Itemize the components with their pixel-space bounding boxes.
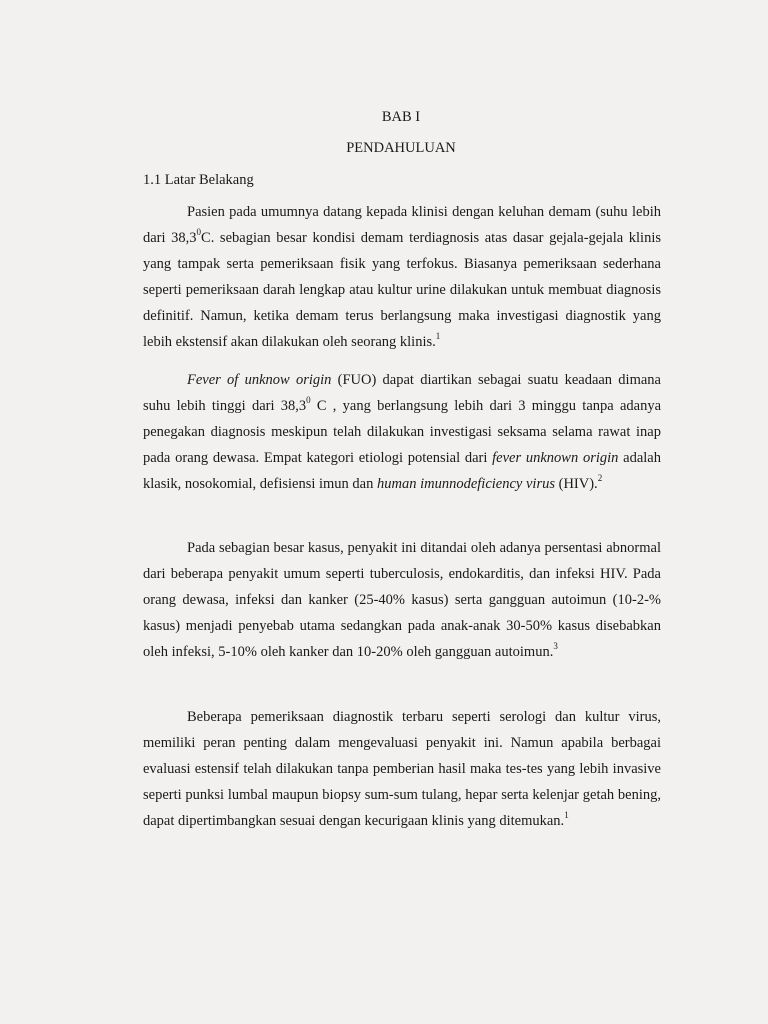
paragraph-text: (HIV). — [555, 475, 598, 492]
italic-term: Fever of unknow origin — [187, 372, 332, 388]
italic-term: fever unknown origin — [492, 449, 619, 466]
paragraph-2 — [143, 368, 661, 498]
paragraph-text: Pasien pada umumnya datang kepada klinisi dengan keluhan demam (suhu lebih dari 38,3 — [143, 204, 661, 246]
paragraph-text: C , yang berlangsung lebih dari 3 minggu tanpa adanya penegakan diagnosis meskipun telah dilakukan investigasi seksama selama rawat inap pada orang dewasa. Empat kategori etiologi potensial dari — [143, 397, 662, 466]
citation-ref: 2 — [597, 472, 603, 483]
section-heading: 1.1 Latar Belakang — [143, 172, 254, 188]
italic-term: human imunnodeficiency virus — [377, 475, 555, 492]
degree-superscript: 0 — [306, 395, 311, 406]
paragraph-text: Beberapa pemeriksaan diagnostik terbaru seperti serologi dan kultur virus, memiliki peran penting dalam mengevaluasi penyakit ini. Namun apabila berbagai evaluasi estensif telah dilakukan tanpa pemberian hasil maka tes-tes yang lebih invasive seperti punksi lumbal maupun biopsy sum-sum tulang, hepar serta kelenjar getah bening, dapat dipertimbangkan sesuai dengan kecurigaan klinis yang ditemukan. — [143, 709, 661, 829]
paragraph-text: Pada sebagian besar kasus, penyakit ini ditandai oleh adanya persentasi abnormal dari beberapa penyakit umum seperti tuberculosis, endokarditis, dan infeksi HIV. Pada orang dewasa, infeksi dan kanker (25-40% kasus) serta gangguan autoimun (10-2-% kasus) menjadi penyebab utama sedangkan pada anak-anak 30-50% kasus disebabkan oleh infeksi, 5-10% oleh kanker dan 10-20% oleh gangguan autoimun. — [143, 540, 661, 660]
paragraph-4 — [143, 705, 661, 835]
paragraph-text: C. sebagian besar kondisi demam terdiagnosis atas dasar gejala-gejala klinis yang tampak serta pemeriksaan fisik yang terfokus. Biasanya pemeriksaan sederhana seperti pemeriksaan darah lengkap atau kultur urine dilakukan untuk membuat diagnosis definitif. Namun, ketika demam terus berlangsung maka investigasi diagnostik yang lebih ekstensif akan dilakukan oleh seorang klinis. — [143, 229, 661, 350]
degree-superscript: 0 — [196, 227, 202, 238]
paragraph-text: (FUO) dapat diartikan sebagai suatu keadaan dimana suhu lebih tinggi dari 38,3 — [143, 372, 661, 414]
paragraph-text: adalah klasik, nosokomial, defisiensi imun dan — [143, 449, 661, 492]
chapter-number: BAB I — [381, 109, 421, 125]
paragraph-3 — [143, 536, 661, 666]
citation-ref: 3 — [553, 640, 558, 651]
paragraph-1 — [143, 200, 661, 355]
citation-ref: 1 — [435, 330, 441, 341]
chapter-title: PENDAHULUAN — [346, 140, 456, 156]
citation-ref: 1 — [564, 809, 569, 820]
